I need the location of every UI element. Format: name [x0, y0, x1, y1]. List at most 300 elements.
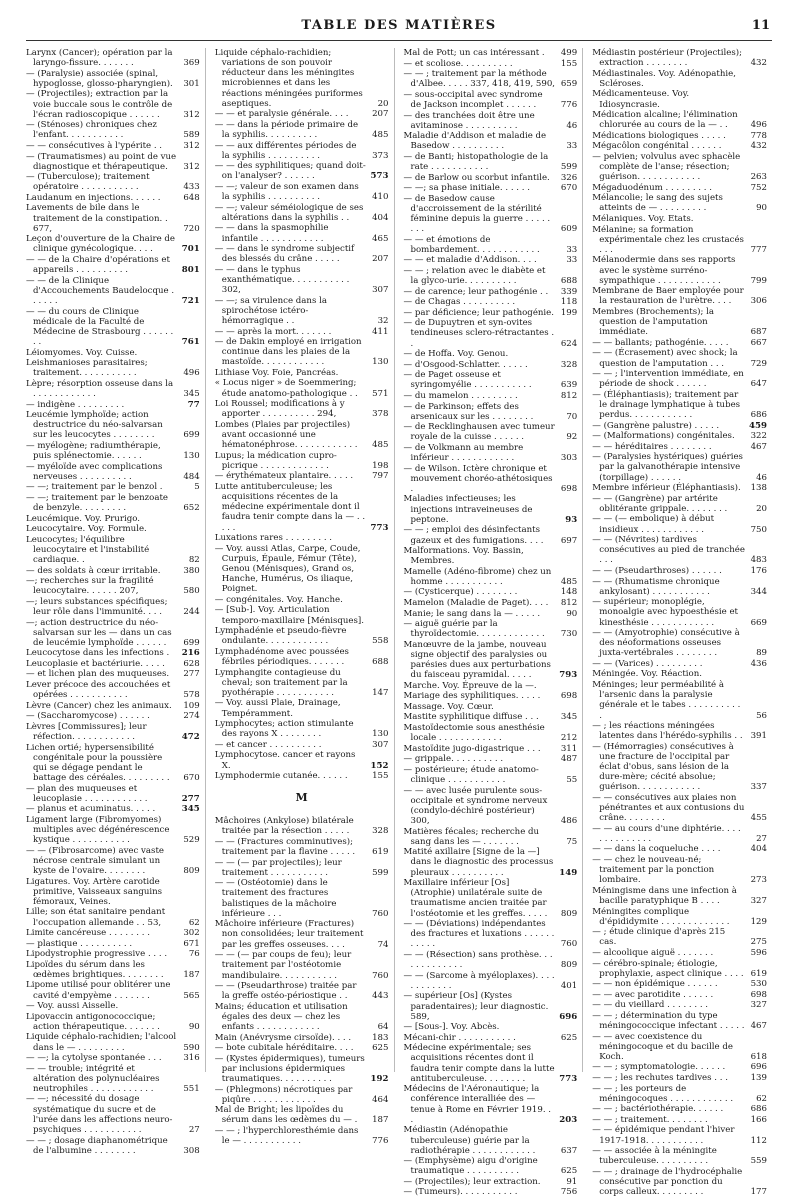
- index-entry: [26, 1012, 200, 1032]
- index-column-4: [592, 48, 772, 1198]
- index-entry: [404, 950, 578, 970]
- index-entry-text: Mélanine; sa formation expérimentale chez les crustacés . . .: [592, 224, 744, 255]
- index-entry: [26, 1001, 200, 1011]
- index-entry: [404, 1125, 578, 1155]
- index-entry: [215, 1033, 389, 1043]
- index-entry-page: 760: [372, 970, 389, 981]
- index-entry: [404, 443, 578, 463]
- index-entry: [404, 691, 578, 701]
- index-entry-text: — (Hémorragies) consécutives à une fracture de l'occipital par éclat d'obus, sans lésion de la dure-mère; cécité absolue; guérison. . . . . . . . . . . .: [592, 741, 734, 793]
- index-entry: [592, 577, 767, 597]
- index-entry-page: 467: [750, 1021, 767, 1032]
- index-entry-text: — (Projectiles); extraction par la voie buccale sous le contrôle de l'écran radioscopique . . . . . .: [26, 89, 173, 120]
- index-entry: [592, 907, 767, 927]
- index-entry-page: 404: [750, 844, 767, 855]
- index-entry: [404, 765, 578, 785]
- index-entry: [215, 544, 389, 595]
- index-entry-text: Lever précoce des accouchées et opérées . . . . . . . . . . .: [26, 680, 171, 701]
- index-entry: [592, 1032, 767, 1062]
- index-entry: [215, 223, 389, 243]
- index-entry-text: Lymphocytose. cancer et rayons X.: [214, 750, 356, 771]
- index-entry-text: — — ballants; pathogénie. . . . .: [592, 337, 729, 348]
- index-entry-page: 699: [183, 637, 200, 648]
- index-entry: [592, 483, 767, 493]
- index-entry-text: — postérieure; étude anatomo-clinique . . . . . . . . . . .: [403, 764, 539, 785]
- index-entry: [215, 327, 389, 337]
- index-entry: [215, 1105, 389, 1125]
- index-entry: [215, 161, 389, 181]
- index-entry-text: Limite cancéreuse . . . . . . . .: [26, 928, 150, 939]
- index-entry: [592, 659, 767, 669]
- index-entry-page: 176: [750, 565, 767, 576]
- index-entry: [26, 597, 200, 617]
- index-entry: [26, 1053, 200, 1063]
- index-entry: [592, 1011, 767, 1031]
- index-entry-text: Main (Anévrysme cirsoïde). . . .: [214, 1032, 352, 1043]
- index-entry-page: 91: [566, 1176, 578, 1187]
- index-entry-page: 328: [560, 359, 578, 370]
- index-entry: [215, 182, 389, 202]
- index-entry-page: 301: [183, 78, 200, 89]
- index-entry-page: 619: [750, 968, 767, 979]
- index-entry-text: — —; sa phase initiale. . . . . .: [403, 183, 530, 194]
- index-entry-page: 277: [181, 793, 200, 804]
- index-entry-page: 618: [750, 1051, 767, 1062]
- index-entry-page: 752: [750, 182, 767, 193]
- index-entry: [215, 647, 389, 667]
- index-entry: [592, 886, 767, 906]
- index-entry-page: 90: [188, 1021, 200, 1032]
- index-entry-page: 203: [559, 1114, 578, 1125]
- index-entry-page: 812: [560, 390, 578, 401]
- index-entry-page: 778: [750, 130, 767, 141]
- index-entry-text: Lille; son état sanitaire pendant l'occupation allemande . . 53,: [26, 907, 166, 928]
- index-entry-text: — — (Pseudarthroses) . . . . . .: [592, 565, 722, 576]
- index-entry-page: 369: [183, 58, 200, 69]
- index-entry-text: — alcoolique aiguë . . . . . . .: [592, 948, 714, 958]
- index-entry: [215, 837, 389, 857]
- index-entry: [215, 595, 389, 605]
- index-entry: [404, 111, 578, 131]
- index-entry-text: Manie; le sang dans la — . . . . .: [403, 608, 541, 619]
- index-entry-page: 669: [750, 617, 767, 628]
- index-entry-page: 404: [372, 212, 389, 223]
- index-entry-text: — — de la Chaire d'opérations et appareils . . . . . . . . . .: [26, 255, 170, 276]
- index-entry-page: 455: [750, 813, 767, 824]
- index-entry-text: — — avec parotidite . . . . . .: [592, 989, 714, 1000]
- index-entry-text: Leishmanioses parasitaires; traitement. . . . . . . . . . .: [26, 358, 148, 379]
- index-entry-text: — — et paralysie générale. . . .: [214, 109, 349, 120]
- index-entry-page: 698: [560, 691, 578, 702]
- index-entry: [215, 1054, 389, 1084]
- index-entry-text: — Voy. aussi Plaie, Drainage, Tempéramment.: [214, 698, 341, 719]
- index-entry-page: 77: [187, 399, 200, 410]
- index-entry: [404, 255, 578, 265]
- index-entry-page: 599: [372, 867, 389, 878]
- index-entry: [26, 152, 200, 172]
- index-entry: [404, 152, 578, 172]
- index-entry: [404, 464, 578, 494]
- index-entry-page: 92: [566, 432, 578, 443]
- index-entry: [26, 203, 200, 233]
- index-entry: [26, 1094, 200, 1135]
- index-entry-text: Lipome utilisé pour oblitérer une cavité d'empyème . . . . . . .: [26, 980, 171, 1001]
- index-entry: [26, 669, 200, 679]
- index-entry-page: 199: [560, 307, 578, 318]
- index-entry-page: 166: [750, 1114, 767, 1125]
- index-entry-page: 670: [560, 183, 578, 194]
- index-entry-text: Malformations. Voy. Bassin, Membres.: [403, 546, 524, 567]
- index-entry-text: — — ; dosage diaphanométrique de l'albumine . . . . . . . .: [26, 1135, 168, 1156]
- index-entry-text: — (Éléphantiasis); traitement par le drainage lymphatique à tubes perdus. . . . . . . . . . . .: [592, 389, 741, 421]
- index-entry-text: — érythémateux plantaire. . . . .: [214, 471, 354, 482]
- index-entry-page: 177: [750, 1187, 767, 1198]
- index-entry-page: 773: [370, 522, 389, 533]
- index-entry-text: —; recherches sur la fragilité leucocytaire. . . . . . 207,: [26, 576, 154, 597]
- index-entry-page: 263: [750, 172, 767, 183]
- index-entry-text: Laudanum en injections. . . . . .: [26, 192, 161, 203]
- index-entry-page: 637: [560, 1145, 578, 1156]
- index-entry-page: 380: [183, 565, 200, 576]
- index-entry: [404, 422, 578, 442]
- index-entry-text: Lutte antituberculeuse; les acquisitions récentes de la médecine expérimentale dont il faudra tenir compte dans la — . . . . .: [214, 481, 366, 533]
- index-entry-page: 138: [750, 483, 767, 494]
- index-entry-text: Lupus; la médication cupro-picrique . . . . . . . . . . . . .: [214, 450, 337, 471]
- index-entry: [592, 824, 767, 844]
- index-entry-text: — — (Ostéotomie) dans le traitement des fractures balistiques de la mâchoire inférieure . . .: [214, 878, 337, 919]
- index-entry-page: 155: [560, 58, 578, 69]
- index-entry-page: 750: [750, 524, 767, 535]
- index-entry: [592, 1062, 767, 1072]
- index-entry-page: 328: [372, 826, 389, 837]
- index-entry-page: 624: [560, 338, 578, 349]
- index-entry: [592, 979, 767, 989]
- index-entry-text: Médiastin postérieur (Projectiles); extraction . . . . . . . .: [592, 48, 743, 69]
- index-entry-page: 130: [372, 357, 389, 368]
- index-entry-page: 33: [566, 255, 578, 266]
- index-entry-page: 628: [183, 658, 200, 669]
- index-entry: [26, 255, 200, 275]
- index-entry-text: Médiastinales. Voy. Adénopathie, Scléroses.: [592, 68, 736, 89]
- index-entry-page: 687: [750, 327, 767, 338]
- index-entry-page: 216: [181, 648, 200, 659]
- index-entry-text: — — avec coexistence du méningocoque et du bacille de Koch.: [592, 1031, 733, 1062]
- index-entry: [592, 307, 767, 337]
- index-entry-page: 33: [566, 244, 578, 255]
- index-entry-page: 721: [181, 296, 200, 307]
- index-entry-text: — — ; drainage de l'hydrocéphalie consécutive par ponction du corps calleux. . . . . . . . .: [592, 1166, 743, 1198]
- index-entry: [592, 628, 767, 658]
- index-entry-text: — — épidémique pendant l'hiver 1917-1918. . . . . . . . . . .: [592, 1125, 735, 1146]
- index-entry: [592, 959, 767, 979]
- index-entry: [404, 609, 578, 619]
- index-entry: [26, 618, 200, 648]
- index-entry: [26, 846, 200, 876]
- index-entry: [215, 605, 389, 625]
- index-entry-text: Mâchoires (Ankylose) bilatérale traitée par la résection . . . . .: [214, 816, 354, 837]
- index-entry: [592, 948, 767, 958]
- index-entry-text: Mastite syphilitique diffuse . . .: [403, 712, 539, 723]
- index-entry: [404, 235, 578, 255]
- index-entry-page: 609: [560, 224, 578, 235]
- index-entry-page: 472: [181, 731, 200, 742]
- index-entry-text: Loi Roussel; modifications à y apporter . . . . . . . . . . 294,: [214, 399, 345, 420]
- index-entry-text: — —; sa virulence dans la spirochétose ictéro-hémorragique . .: [214, 295, 327, 326]
- index-entry-page: 327: [750, 896, 767, 907]
- index-entry: [404, 598, 578, 608]
- index-entry-text: — de Recklinghausen avec tumeur royale de la cuisse . . . . . .: [403, 422, 555, 443]
- section-letter: M: [295, 791, 308, 805]
- index-entry: [26, 960, 200, 980]
- index-entry-text: — — (Gangrène) par artérite oblitérante grippale. . . . . . . .: [592, 493, 728, 514]
- index-entry-page: 558: [372, 636, 389, 647]
- index-entry: [592, 141, 767, 151]
- index-entry-page: 345: [183, 389, 200, 400]
- index-entry: [404, 525, 578, 545]
- index-entry-page: 82: [188, 555, 200, 566]
- index-entry-text: — de Wilson. Ictère chronique et mouvement choréo-athétosiques .: [403, 463, 553, 494]
- index-entry: [592, 338, 767, 348]
- index-entry-page: 149: [559, 867, 578, 878]
- index-entry-page: 118: [560, 297, 578, 308]
- index-entry-page: 187: [183, 969, 200, 980]
- index-entry-text: — (Paralysies hystériques) guéries par la galvanothérapie intensive (torpillage) . . . . . .: [592, 452, 743, 483]
- index-entry-page: 306: [750, 296, 767, 307]
- index-entry: [404, 878, 578, 919]
- index-entry-page: 337: [750, 782, 767, 793]
- index-entry-text: — congénitales. Voy. Hanche.: [214, 594, 343, 605]
- index-entry-text: — — dans la coqueluche . . . .: [592, 844, 721, 855]
- index-entry-text: Mâchoire inférieure (Fractures) non consolidées; leur traitement par les greffes osseuses. . . .: [214, 919, 364, 950]
- index-entry-text: Lymphadénome avec poussées fébriles périodiques. . . . . . .: [214, 646, 349, 667]
- index-entry: [592, 990, 767, 1000]
- index-entry: [26, 877, 200, 907]
- index-entry: [592, 110, 767, 130]
- index-entry: [592, 286, 767, 306]
- index-entry-text: — sous-occipital avec syndrome de Jackson incomplet . . . . . .: [403, 89, 543, 110]
- index-entry-text: — — (Déviations) indépendantes des fractures et luxations . . . . . . . . . . .: [403, 919, 555, 950]
- index-entry-text: Manœuvre de la jambe, nouveau signe objectif des paralysies ou parésies dues aux perturbations du faisceau pyramidal. . . . .: [403, 639, 551, 681]
- index-entry: [26, 276, 200, 306]
- index-entry-text: — — (Varices) . . . . . . . . .: [592, 658, 703, 669]
- index-entry: [592, 514, 767, 534]
- index-entry-text: Mélanodermie dans ses rapports avec le système surréno-sympathique . . . . . . . . . . . .: [592, 255, 736, 286]
- index-entry: [592, 255, 767, 285]
- index-entry-text: Mélaniques. Voy. Etats.: [592, 214, 694, 225]
- index-entry-text: Médiastin (Adénopathie tuberculeuse) guérie par la radiothérapie . . . . . . . . . . . .: [403, 1125, 536, 1156]
- index-entry: [592, 225, 767, 255]
- index-entry-text: — — (Amyotrophie) consécutive à des néoformations osseuses juxta-vertébrales . . . . . . . .: [592, 628, 740, 659]
- index-entry: [404, 567, 578, 587]
- index-entry-page: 316: [183, 1053, 200, 1064]
- index-entry: [404, 494, 578, 524]
- index-entry-text: — (Emphysème) aigu d'origine traumatique . . . . . . . . . .: [403, 1156, 538, 1177]
- index-entry-page: 799: [750, 275, 767, 286]
- index-entry-page: 760: [560, 939, 578, 950]
- index-entry-text: — — ; traitement. . . . . . . .: [592, 1114, 708, 1125]
- index-entry: [215, 471, 389, 481]
- index-entry-page: 436: [750, 658, 767, 669]
- index-entry: [592, 1167, 767, 1197]
- index-entry-text: — — (Résection) sans prothèse. . . . . . . . . . . . .: [403, 949, 553, 971]
- index-entry: [26, 535, 200, 565]
- index-entry: [215, 1002, 389, 1032]
- index-entry-text: — du mamelon . . . . . . . . .: [403, 390, 518, 401]
- index-entry-page: 148: [560, 587, 578, 598]
- page-title: TABLE DES MATIÈRES: [301, 18, 497, 33]
- index-entry-text: — myélogène; radiumthérapie, puis splénectomie. . . . . .: [26, 440, 161, 462]
- index-entry-text: — cérébro-spinale; étiologie, prophylaxie, aspect clinique . . . .: [592, 958, 744, 979]
- index-entry: [404, 391, 578, 401]
- index-entry-text: Mal de Bright; les lipoïdes du sérum dans les œdèmes du — .: [214, 1105, 358, 1126]
- index-entry-text: Larynx (Cancer); opération par la laryngo-fissure. . . . . . .: [26, 48, 173, 69]
- index-entry-page: 809: [560, 908, 578, 919]
- index-entry-page: 55: [566, 774, 578, 785]
- index-entry: [592, 1115, 767, 1125]
- index-entry: [592, 1146, 767, 1166]
- index-entry-text: Médicamenteuse. Voy. Idiosyncrasie.: [592, 89, 690, 110]
- index-entry: [215, 337, 389, 367]
- index-entry-text: — — associée à la méningite tuberculeuse. . . . . . . . . .: [592, 1146, 717, 1167]
- index-entry-text: — d'Osgood-Schlatter. . . . . .: [403, 359, 528, 370]
- index-entry-text: Lèvres [Commissures]; leur réfection. . . . . . . . . . . .: [26, 721, 147, 742]
- index-entry-page: 391: [750, 731, 767, 742]
- index-entry-page: 433: [183, 182, 200, 193]
- index-entry: [215, 668, 389, 698]
- index-entry-page: 777: [750, 244, 767, 255]
- index-entry-text: Maxillaire inférieur [Os] (Atrophie) unilatérale suite de traumatisme ancien traitée par l'ostéotomie et les greffes. . . . .: [403, 878, 548, 919]
- index-entry-page: 652: [183, 503, 200, 514]
- index-entry-page: 74: [377, 939, 389, 950]
- index-entry-text: — des soldats à cœur irritable.: [26, 565, 161, 576]
- index-entry: [592, 89, 767, 109]
- index-entry-page: 32: [377, 315, 389, 326]
- index-entry-text: — (Saccharomycose) . . . . . .: [26, 711, 150, 722]
- index-entry: [215, 719, 389, 739]
- index-entry: [26, 1064, 200, 1094]
- index-entry-page: 152: [370, 760, 389, 771]
- index-entry-page: 729: [750, 358, 767, 369]
- index-entry-page: 322: [750, 431, 767, 442]
- index-entry: [26, 743, 200, 784]
- index-entry-page: 207: [372, 254, 389, 265]
- index-entry: [404, 59, 578, 69]
- index-entry-text: Mariage des syphilitiques. . . . .: [403, 691, 541, 702]
- index-entry: [26, 576, 200, 596]
- index-entry-page: 345: [560, 712, 578, 723]
- index-entry-page: 571: [372, 388, 389, 399]
- index-entry-text: — — (— par coups de feu); leur traitement par l'ostéotomie mandibulaire. . . . . . . . . . .: [214, 950, 352, 981]
- index-entry-page: 198: [372, 460, 389, 471]
- index-entry-text: Lymphocytes; action stimulante des rayons X . . . . . . . .: [214, 719, 354, 740]
- index-entry-page: 401: [560, 980, 578, 991]
- index-entry-page: 207: [372, 109, 389, 120]
- index-entry: [26, 701, 200, 711]
- index-entry-text: — supérieur; monoplégie, monoalgie avec hypoesthésie et kinesthésie . . . . . . . . . . . .: [592, 597, 738, 628]
- index-entry-page: 565: [183, 990, 200, 1001]
- index-entry-page: 33: [566, 141, 578, 152]
- index-entry-text: — de carence; leur pathogénie . .: [403, 286, 549, 297]
- index-entry: [26, 680, 200, 700]
- index-entry: [215, 750, 389, 770]
- index-entry-page: 467: [750, 441, 767, 452]
- index-entry: [404, 786, 578, 827]
- index-entry: [592, 442, 767, 452]
- index-entry-text: — ; les réactions méningées latentes dans l'hérédo-syphilis . .: [592, 721, 743, 742]
- index-entry: [215, 48, 389, 109]
- index-entry-text: Lipoïdes du sérum dans les œdèmes brightiques. . . . . . . .: [26, 959, 164, 980]
- index-entry-text: — —; valeur de son examen dans la syphilis . . . . . . . . . .: [214, 181, 359, 203]
- index-entry-page: 648: [183, 192, 200, 203]
- index-entry-text: — — et émotions de bombardement. . . . . . . . . . . .: [403, 234, 540, 255]
- index-entry-text: — — de la Clinique d'Accouchements Baudelocque . . . . . .: [26, 275, 175, 307]
- index-entry: [592, 452, 767, 482]
- index-entry-text: — (Phlegmons) nécrotiques par piqûre . . . . . . . . . . . .: [214, 1084, 353, 1105]
- index-entry: [215, 1126, 389, 1146]
- index-entry-text: Lombes (Plaies par projectiles) avant occasionné une hématonéphrose. . . . . . . . . . . .: [214, 419, 358, 451]
- index-entry-text: — planus et acuminatus. . . . .: [26, 804, 156, 815]
- index-entry-page: 410: [372, 192, 389, 203]
- index-entry: [404, 183, 578, 193]
- index-entry-text: — — non épidémique . . . . . .: [592, 979, 718, 990]
- index-entry-text: — — au cours d'une diphtérie. . . . . . . . . . . . . .: [592, 823, 741, 844]
- index-entry-page: 20: [377, 98, 389, 109]
- index-entry: [592, 597, 767, 627]
- index-entry: [26, 784, 200, 804]
- index-entry: [404, 194, 578, 235]
- index-entry-text: — — ; détermination du type méningococcique infectant . . . . .: [592, 1010, 745, 1032]
- index-entry-text: — — consécutives à l'ypérite . .: [26, 140, 163, 151]
- index-entry: [592, 131, 767, 141]
- index-entry-text: Mélancolie; le sang des sujets atteints de — . . . . . . . . .: [592, 193, 723, 214]
- index-entry: [215, 698, 389, 718]
- index-entry: [215, 1043, 389, 1053]
- index-entry-text: Mastoïdite jugo-digastrique . . .: [403, 743, 541, 754]
- index-entry-text: — de Volkmann au membre inférieur . . . . . . . . . . . .: [403, 442, 524, 464]
- index-entry-page: 432: [750, 58, 767, 69]
- index-entry-page: 697: [560, 535, 578, 546]
- index-entry: [26, 193, 200, 203]
- index-entry-text: — — dans le typhus exanthématique. . . . . . . . . . . 302,: [214, 264, 350, 296]
- index-entry: [26, 949, 200, 959]
- index-entry-text: Lipovaccin antigonococcique; action thérapeutique. . . . . . .: [26, 1011, 160, 1032]
- index-entry: [592, 1073, 767, 1083]
- index-entry-text: Médecine expérimentale; ses acquisitions récentes dont il faudra tenir compte dans la lutte antituberculeuse. . . . . . . .: [403, 1043, 555, 1084]
- index-entry-text: — [Sub-]. Voy. Articulation temporo-maxillaire [Ménisques].: [214, 605, 365, 626]
- index-entry: [26, 514, 200, 524]
- index-entry: [592, 535, 767, 565]
- index-entry-text: Médications biologiques . . . . .: [592, 130, 726, 141]
- index-entry: [404, 681, 578, 691]
- index-entry-page: 411: [372, 326, 389, 337]
- index-entry: [404, 991, 578, 1021]
- index-entry-page: 599: [560, 162, 578, 173]
- index-entry-text: — — ; traitement par la méthode d'Albee. . . . . 337, 418, 419, 590,: [403, 69, 556, 90]
- index-entry: [592, 193, 767, 213]
- index-entry: [404, 69, 578, 89]
- index-entry: [215, 533, 389, 543]
- index-entry-text: Lithiase Voy. Foie, Pancréas.: [214, 367, 339, 378]
- index-entry-text: Leucoplasie et bactériurie. . . . .: [26, 658, 165, 669]
- index-entry: [404, 349, 578, 359]
- index-entry: [215, 771, 389, 781]
- index-entry-page: 809: [560, 960, 578, 971]
- index-entry: [404, 744, 578, 754]
- index-entry: [592, 369, 767, 389]
- index-entry: [404, 919, 578, 949]
- index-entry: [592, 1000, 767, 1010]
- index-entry: [404, 847, 578, 877]
